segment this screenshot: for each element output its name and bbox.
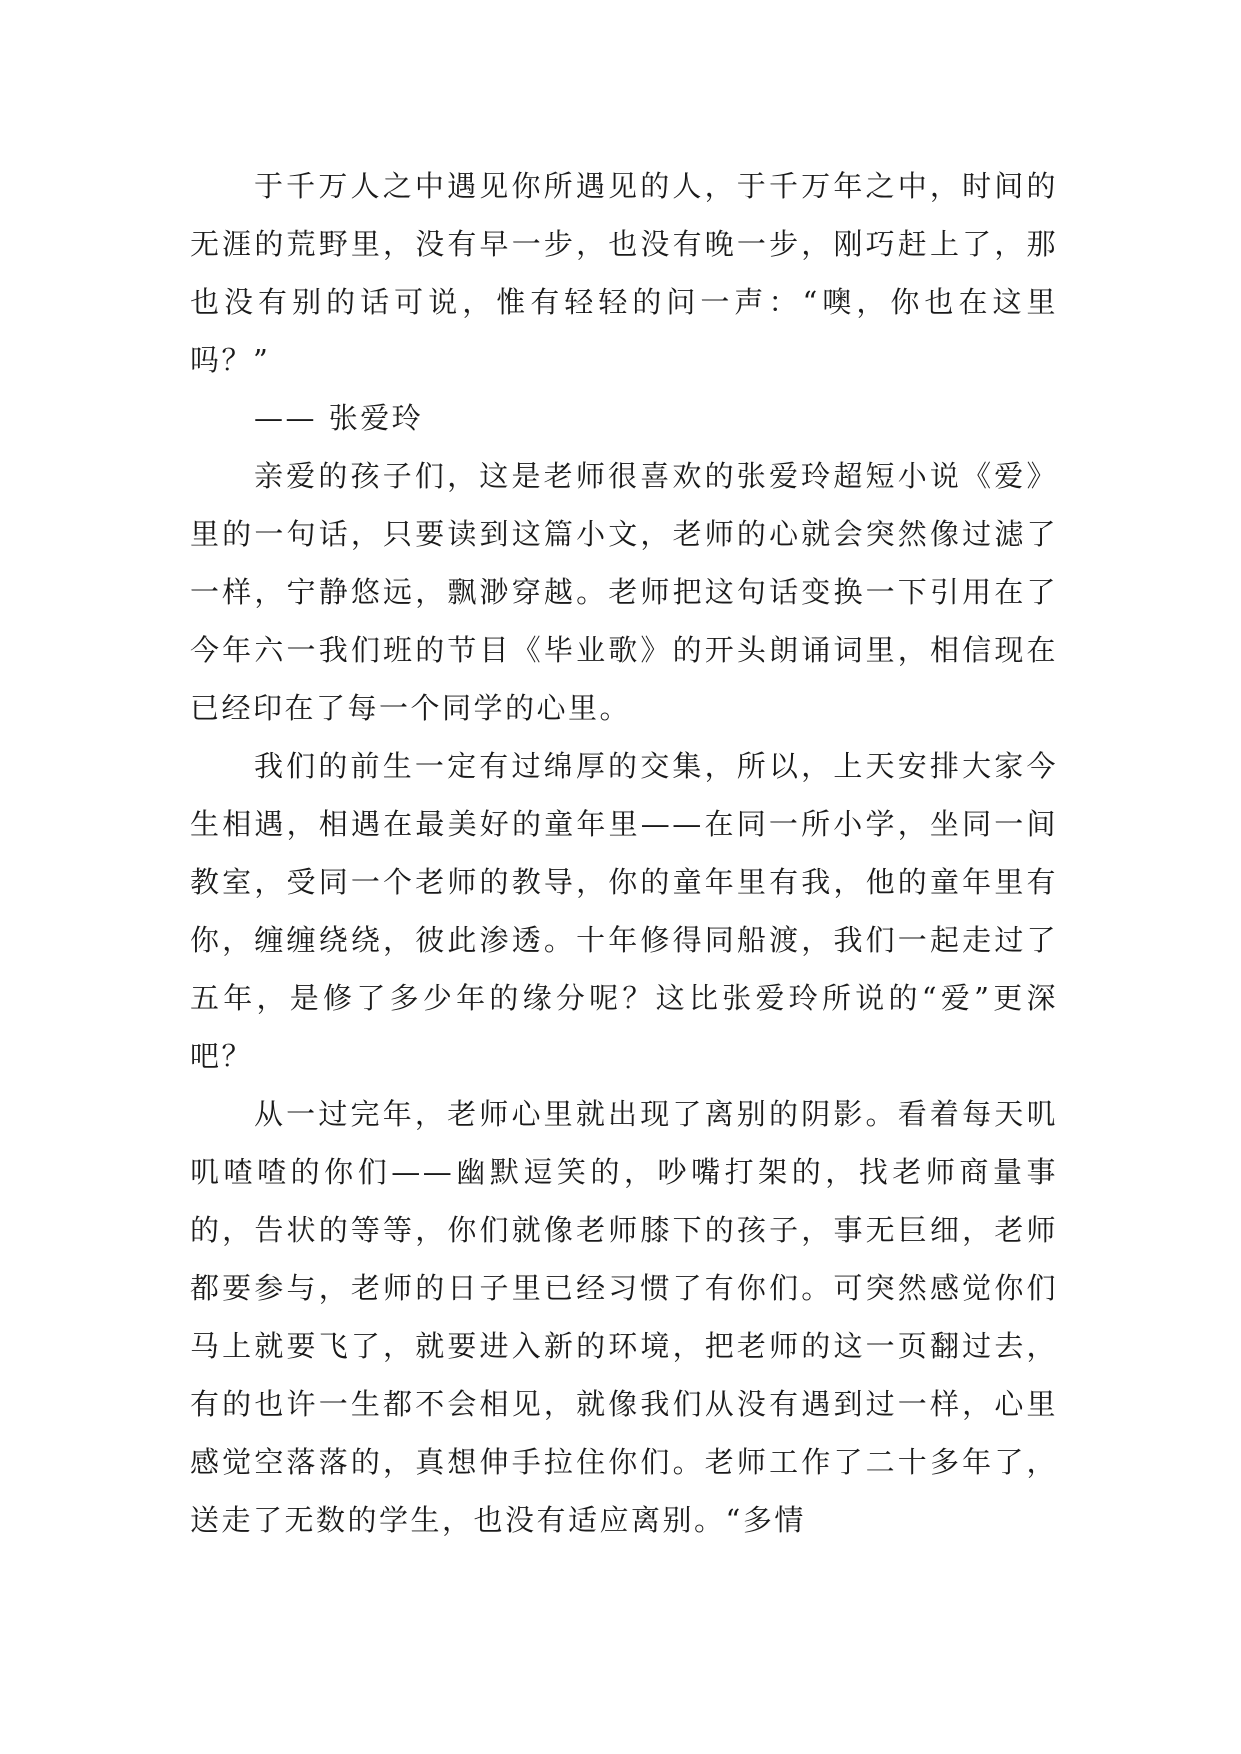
- quote-attribution: —— 张爱玲: [254, 401, 424, 435]
- quote-paragraph: 于千万人之中遇见你所遇见的人，于千万年之中，时间的无涯的荒野里，没有早一步，也没有晚一步，刚巧赶上了，那也没有别的话可说，惟有轻轻的问一声：“噢，你也在这里吗？”: [190, 169, 1058, 377]
- document-body: [190, 157, 1058, 1549]
- body-paragraph-2: 我们的前生一定有过绵厚的交集，所以，上天安排大家今生相遇，相遇在最美好的童年里——在同一所小学，坐同一间教室，受同一个老师的教导，你的童年里有我，他的童年里有你，缠缠绕绕，彼此渗透。十年修得同船渡，我们一起走过了五年，是修了多少年的缘分呢？这比张爱玲所说的“爱”更深吧？: [190, 749, 1058, 1073]
- body-paragraph-1: 亲爱的孩子们，这是老师很喜欢的张爱玲超短小说《爱》里的一句话，只要读到这篇小文，老师的心就会突然像过滤了一样，宁静悠远，飘渺穿越。老师把这句话变换一下引用在了今年六一我们班的节目《毕业歌》的开头朗诵词里，相信现在已经印在了每一个同学的心里。: [190, 459, 1058, 725]
- body-paragraph-3: 从一过完年，老师心里就出现了离别的阴影。看着每天叽叽喳喳的你们——幽默逗笑的，吵嘴打架的，找老师商量事的，告状的等等，你们就像老师膝下的孩子，事无巨细，老师都要参与，老师的日子里已经习惯了有你们。可突然感觉你们马上就要飞了，就要进入新的环境，把老师的这一页翻过去，有的也许一生都不会相见，就像我们从没有遇到过一样，心里感觉空落落的，真想伸手拉住你们。老师工作了二十多年了，送走了无数的学生，也没有适应离别。“多情: [190, 1097, 1058, 1537]
